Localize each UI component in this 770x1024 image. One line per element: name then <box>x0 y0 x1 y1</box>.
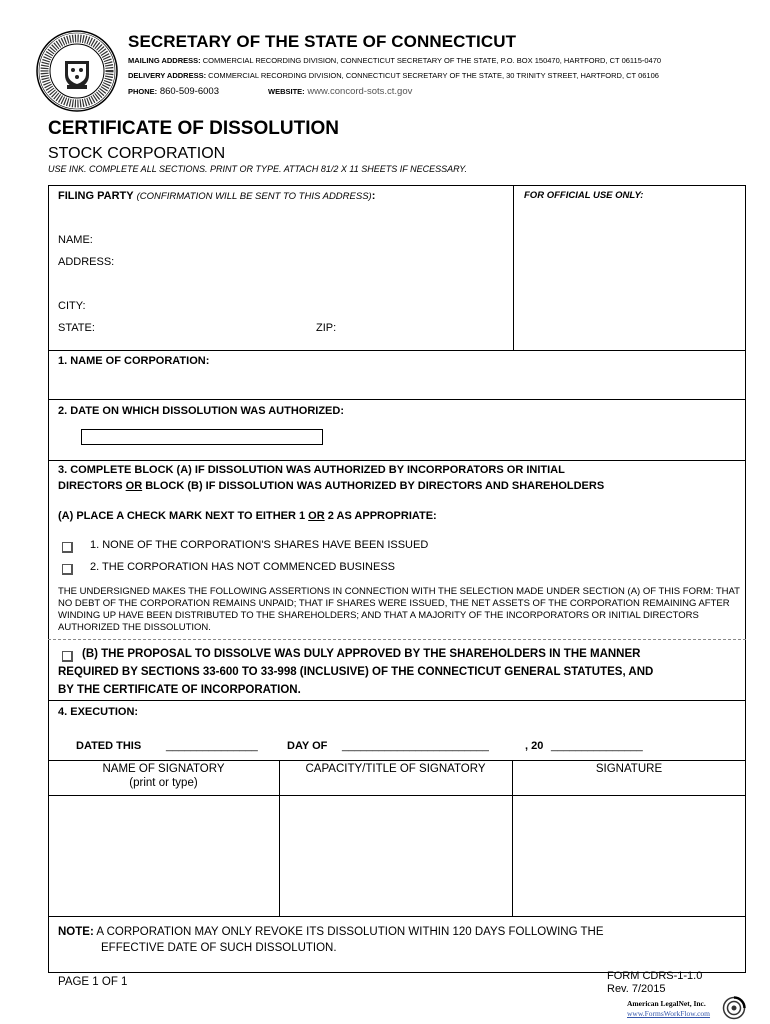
section3-line2-post: BLOCK (B) IF DISSOLUTION WAS AUTHORIZED BY DIRECTORS AND SHAREHOLDERS <box>142 480 605 492</box>
zip-field[interactable] <box>340 318 505 334</box>
filing-party-colon: : <box>371 190 376 202</box>
publisher-name: American LegalNet, Inc. <box>627 999 706 1008</box>
option2-checkbox[interactable] <box>62 564 73 575</box>
option1-label: 1. NONE OF THE CORPORATION'S SHARES HAVE BEEN ISSUED <box>90 539 429 551</box>
section4-heading: 4. EXECUTION: <box>58 706 139 718</box>
form-id: FORM CDRS-1-1.0 <box>607 970 703 982</box>
dated-this-label: DATED THIS <box>76 740 142 752</box>
official-use-label: FOR OFFICIAL USE ONLY: <box>524 190 644 201</box>
col-name-header <box>48 763 279 789</box>
state-label: STATE: <box>58 322 95 334</box>
phone <box>128 86 219 97</box>
col-signature-header: SIGNATURE <box>595 763 663 775</box>
state-field[interactable] <box>100 318 310 334</box>
block-a-or: OR <box>308 510 325 522</box>
section3-line2-pre: DIRECTORS <box>58 480 126 492</box>
publisher-logo-icon <box>722 996 746 1020</box>
mailing-address-label: MAILING ADDRESS: <box>128 56 201 65</box>
filing-party-heading <box>58 190 375 202</box>
divider <box>48 399 746 400</box>
block-a-heading <box>58 510 437 522</box>
block-a-post: 2 AS APPROPRIATE: <box>324 510 437 522</box>
city-field[interactable] <box>92 296 505 312</box>
day-of-label: DAY OF <box>287 740 328 752</box>
option2-label: 2. THE CORPORATION HAS NOT COMMENCED BUSINESS <box>90 561 395 573</box>
phone-value: 860-509-6003 <box>159 86 219 97</box>
col-name-title: NAME OF SIGNATORY <box>102 763 225 775</box>
delivery-address-label: DELIVERY ADDRESS: <box>128 71 207 80</box>
page-number: PAGE 1 OF 1 <box>58 976 128 988</box>
publisher-block <box>627 999 710 1019</box>
section3-heading-line2 <box>58 480 604 492</box>
section2-heading: 2. DATE ON WHICH DISSOLUTION WAS AUTHORIZED: <box>58 405 344 417</box>
block-b-checkbox[interactable] <box>62 651 73 662</box>
city-label: CITY: <box>58 300 86 312</box>
filing-party-note: (CONFIRMATION WILL BE SENT TO THIS ADDRESS) <box>136 191 372 202</box>
note-text: A CORPORATION MAY ONLY REVOKE ITS DISSOLUTION WITHIN 120 DAYS FOLLOWING THE <box>93 926 604 938</box>
form-id-block <box>607 970 702 996</box>
delivery-address-value: COMMERCIAL RECORDING DIVISION, CONNECTICUT SECRETARY OF THE STATE, 30 TRINITY STREET, HARTFORD, CT 06106 <box>208 71 659 80</box>
signatory-capacity-cell[interactable] <box>280 796 511 915</box>
form-revision: Rev. 7/2015 <box>607 983 666 995</box>
section3-heading-line1: 3. COMPLETE BLOCK (A) IF DISSOLUTION WAS AUTHORIZED BY INCORPORATORS OR INITIAL <box>58 464 565 476</box>
divider <box>48 350 746 351</box>
col-name-subtitle: (print or type) <box>129 777 198 789</box>
form-instructions: USE INK. COMPLETE ALL SECTIONS. PRINT OR TYPE. ATTACH 81/2 X 11 SHEETS IF NECESSARY. <box>48 164 467 174</box>
block-b-line1: (B) THE PROPOSAL TO DISSOLVE WAS DULY APPROVED BY THE SHAREHOLDERS IN THE MANNER <box>82 648 641 660</box>
name-label: NAME: <box>58 234 93 246</box>
zip-label: ZIP: <box>316 322 337 334</box>
block-a-pre: (A) PLACE A CHECK MARK NEXT TO EITHER 1 <box>58 510 309 522</box>
dissolution-date-input[interactable] <box>81 429 323 445</box>
name-field[interactable] <box>100 230 505 246</box>
corporation-name-field[interactable] <box>58 372 738 396</box>
address-label: ADDRESS: <box>58 256 115 268</box>
month-blank[interactable]: ________________________ <box>342 740 489 752</box>
col-capacity-header: CAPACITY/TITLE OF SIGNATORY <box>305 763 486 775</box>
section3-line2-or: OR <box>125 480 143 492</box>
year-prefix: , 20 <box>525 740 544 752</box>
official-use-area <box>514 200 745 350</box>
agency-name: SECRETARY OF THE STATE OF CONNECTICUT <box>128 32 517 51</box>
option1-checkbox[interactable] <box>62 542 73 553</box>
mailing-address-value: COMMERCIAL RECORDING DIVISION, CONNECTICUT SECRETARY OF THE STATE, P.O. BOX 150470, HARTFORD, CT 06115-0470 <box>202 56 662 65</box>
block-b-line2: REQUIRED BY SECTIONS 33-600 TO 33-998 (INCLUSIVE) OF THE CONNECTICUT GENERAL STATUTES, AND <box>58 666 654 678</box>
revocation-note <box>58 924 738 956</box>
form-title: CERTIFICATE OF DISSOLUTION <box>48 118 339 139</box>
note-text-continued: EFFECTIVE DATE OF SUCH DISSOLUTION. <box>101 942 337 954</box>
signatory-table-top <box>48 760 746 761</box>
divider <box>48 700 746 701</box>
website <box>268 86 412 97</box>
divider <box>48 916 746 917</box>
divider <box>48 460 746 461</box>
delivery-address <box>128 71 659 80</box>
block-b-line3: BY THE CERTIFICATE OF INCORPORATION. <box>58 684 301 696</box>
state-seal-logo <box>36 30 118 112</box>
signature-cell[interactable] <box>513 796 745 915</box>
note-label: NOTE: <box>58 926 94 938</box>
mailing-address <box>128 56 661 65</box>
address-field[interactable] <box>120 252 505 290</box>
year-blank[interactable]: _______________ <box>551 740 643 752</box>
publisher-link[interactable]: www.FormsWorkFlow.com <box>627 1009 711 1018</box>
assertion-text: THE UNDERSIGNED MAKES THE FOLLOWING ASSERTIONS IN CONNECTION WITH THE SELECTION MADE UNDER SECTION (A) OF THIS FORM: THAT NO DEBT OF THE CORPORATION REMAINS UNPAID; THAT IF SHARES WERE ISSUED, THE NET ASSETS OF THE CORPORATION REMAINING AFTER WINDING UP HAVE BEEN DISTRIBUTED TO THE SHAREHOLDERS; AND THAT A MAJORITY OF THE INCORPORATORS OR INITIAL DIRECTORS AUTHORIZED THE DISSOLUTION. <box>58 586 740 633</box>
website-link[interactable]: www.concord-sots.ct.gov <box>307 86 413 97</box>
form-subtitle: STOCK CORPORATION <box>48 145 226 162</box>
filing-party-title: FILING PARTY <box>58 190 134 202</box>
signatory-name-cell[interactable] <box>49 796 278 915</box>
website-label: WEBSITE: <box>268 87 305 96</box>
dashed-divider <box>48 639 746 640</box>
phone-label: PHONE: <box>128 87 158 96</box>
section1-heading: 1. NAME OF CORPORATION: <box>58 355 210 367</box>
dated-day-blank[interactable]: _______________ <box>166 740 258 752</box>
